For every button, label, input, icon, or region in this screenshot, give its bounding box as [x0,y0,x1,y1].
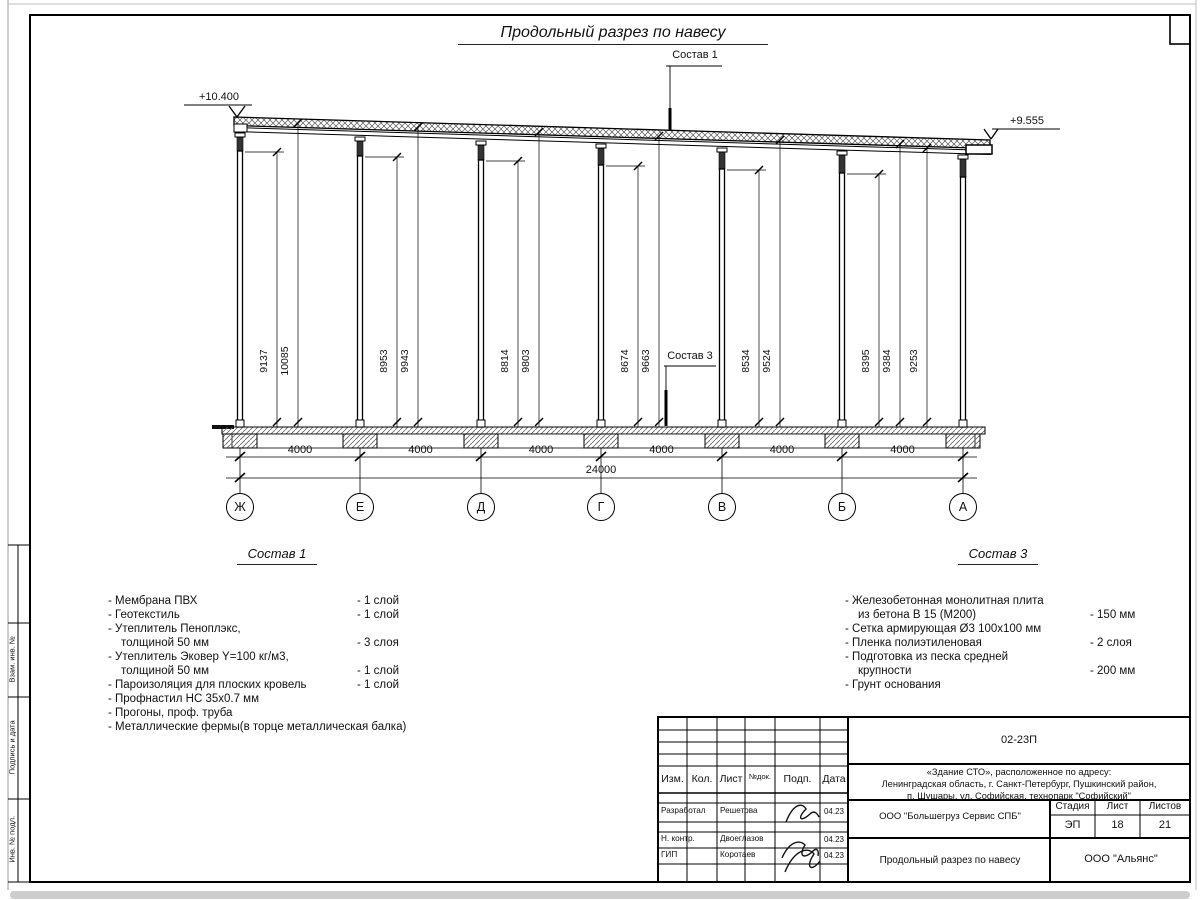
bay-width-dim: 4000 [769,444,795,456]
footing-pad [464,434,498,448]
sig-name: Коротаев [720,850,756,859]
callout-roof-label: Состав 1 [672,49,718,61]
column-body [358,156,363,427]
sig-date: 04.23 [823,851,845,860]
footing-pad [343,434,377,448]
legend1-item: - Профнастил НС 35х0.7 мм [108,693,259,705]
frame-side-label: Взам. инв. № [7,636,17,683]
axis-label: В [717,500,727,514]
column-body [599,165,604,427]
legend3-item: из бетона В 15 (М200) [858,609,977,621]
legend1-item: - Утеплитель Пеноплэкс, [108,623,241,635]
legend1-item: - Мембрана ПВХ [108,595,198,607]
axis-label: Е [355,500,365,514]
signature-strokes [782,805,820,872]
titleblock-col-header: Дата [822,773,846,785]
bay-width-dim: 4000 [287,444,313,456]
sheet-label: Лист [1106,801,1129,812]
column-body [238,151,243,427]
column-base [597,420,605,427]
callout-floor-label: Состав 3 [667,350,713,362]
column-base [356,420,364,427]
legend1-qty: - 1 слой [357,609,400,621]
legend3-title: Состав 3 [958,547,1038,565]
bay-width-dim: 4000 [649,444,674,456]
project-address-line: «Здание СТО», расположенное по адресу: [926,767,1112,777]
legend1-title: Состав 1 [237,547,317,565]
sheets-total: 21 [1158,819,1172,831]
height-dim-label: 9137 [257,349,270,373]
bay-width-dim: 4000 [528,444,554,456]
titleblock-subtitle: Продольный разрез по навесу [879,855,1021,866]
column-cap [355,137,365,141]
column-cap [837,151,847,155]
column-base [959,420,967,427]
titleblock-col-header: Изм. [661,773,684,785]
axis-label: А [958,500,968,514]
column-cap [717,148,727,152]
height-dim-label: 9384 [880,349,893,373]
stage-label: Стадия [1055,801,1090,812]
legend1-item: - Прогоны, проф. труба [108,707,233,719]
column-base [236,420,244,427]
legend3-qty: - 150 мм [1090,609,1136,621]
titleblock-col-header: Лист [719,773,743,785]
callout-leaders [664,66,722,426]
total-width-dim: 24000 [585,464,617,476]
axis-label: Ж [234,500,246,514]
sig-date: 04.23 [823,807,845,816]
sheet-number: 18 [1111,819,1124,831]
titleblock-org: ООО "Большегруз Сервис СПБ" [879,811,1021,822]
legend1-item: - Утеплитель Эковер Y=100 кг/м3, [108,651,289,663]
sheets-label: Листов [1148,801,1182,812]
legend3-qty: - 2 слоя [1090,637,1132,649]
titleblock-doc-code: 02-23П [1000,734,1038,746]
column-cap [958,155,968,159]
stage-value: ЭП [1064,819,1081,831]
elevation-right-label: +9.555 [1010,115,1044,127]
legend3-qty: - 200 мм [1090,665,1136,677]
legend3-item: крупности [858,665,912,677]
sig-role: Н. контр. [661,834,695,843]
legend1-qty: - 1 слой [357,665,400,677]
column-body [840,173,845,427]
column-body [961,177,966,427]
height-dim-label: 8674 [618,349,631,373]
column-cap [596,144,606,148]
column-cap [476,141,486,145]
elevation-left-label: +10.400 [198,91,240,103]
height-dim-label: 9943 [398,349,411,373]
column-body [720,169,725,427]
height-dim-label: 9803 [519,349,532,373]
height-dim-label: 8953 [377,349,390,373]
legend1-item: - Геотекстиль [108,609,180,621]
titleblock-col-header: Кол. [691,773,713,785]
height-dim-label: 9253 [907,349,920,373]
project-address-line: Ленинградская область, г. Санкт-Петербург, Пушкинский район, [881,779,1157,789]
bay-width-dim: 4000 [408,444,433,456]
frame-side-label: Подпись и дата [7,720,17,775]
sig-date: 04.23 [823,835,845,844]
legend1-qty: - 3 слоя [357,637,399,649]
page-edge-strip [10,891,1190,899]
titleblock-col-header: №док. [749,772,771,781]
canopy-roof [234,117,992,155]
axis-label: Б [837,500,847,514]
legend1-item: толщиной 50 мм [121,637,210,649]
legend1-item: - Пароизоляция для плоских кровель [108,679,307,691]
footing-pad [946,434,980,448]
height-dim-label: 9663 [639,349,652,373]
legend1-qty: - 1 слой [357,595,400,607]
frame-side-label: Инв. № подл. [7,815,17,863]
footing-pad [223,434,257,448]
height-dim-label: 8534 [739,349,752,373]
height-dim-label: 8395 [859,349,872,373]
sig-name: Двоеглазов [720,834,764,843]
legend3-item: - Грунт основания [845,679,941,691]
sig-role: ГИП [661,850,678,859]
column-base [718,420,726,427]
axis-label: Г [597,500,605,514]
legend3-item: - Пленка полиэтиленовая [845,637,982,649]
column-cap [235,133,245,137]
sig-name: Решетова [720,806,758,815]
legend3-item: - Железобетонная монолитная плита [845,595,1044,607]
page-title: Продольный разрез по навесу [458,24,768,45]
axis-label: Д [476,500,486,514]
height-dim-label: 9524 [760,349,773,373]
legend1-item: толщиной 50 мм [121,665,210,677]
bay-width-dim: 4000 [890,444,915,456]
footing-pad [825,434,859,448]
legend1-item: - Металлические фермы(в торце металлическая балка) [108,721,407,733]
height-dim-label: 10085 [278,346,291,376]
footing-pad [584,434,618,448]
project-address-line: п. Шушары, ул. Софийская, технопарк "Софийский" [907,791,1131,801]
legend1-qty: - 1 слой [357,679,400,691]
column-body [479,160,484,427]
sig-role: Разработал [661,806,706,815]
titleblock-org2: ООО "Альянс" [1084,853,1158,865]
footing-pad [705,434,739,448]
column-base [477,420,485,427]
titleblock-col-header: Подп. [783,773,812,785]
height-dim-label: 8814 [498,349,511,373]
column-base [838,420,846,427]
legend3-item: - Подготовка из песка средней [845,651,1009,663]
legend3-item: - Сетка армирующая Ø3 100х100 мм [845,623,1042,635]
